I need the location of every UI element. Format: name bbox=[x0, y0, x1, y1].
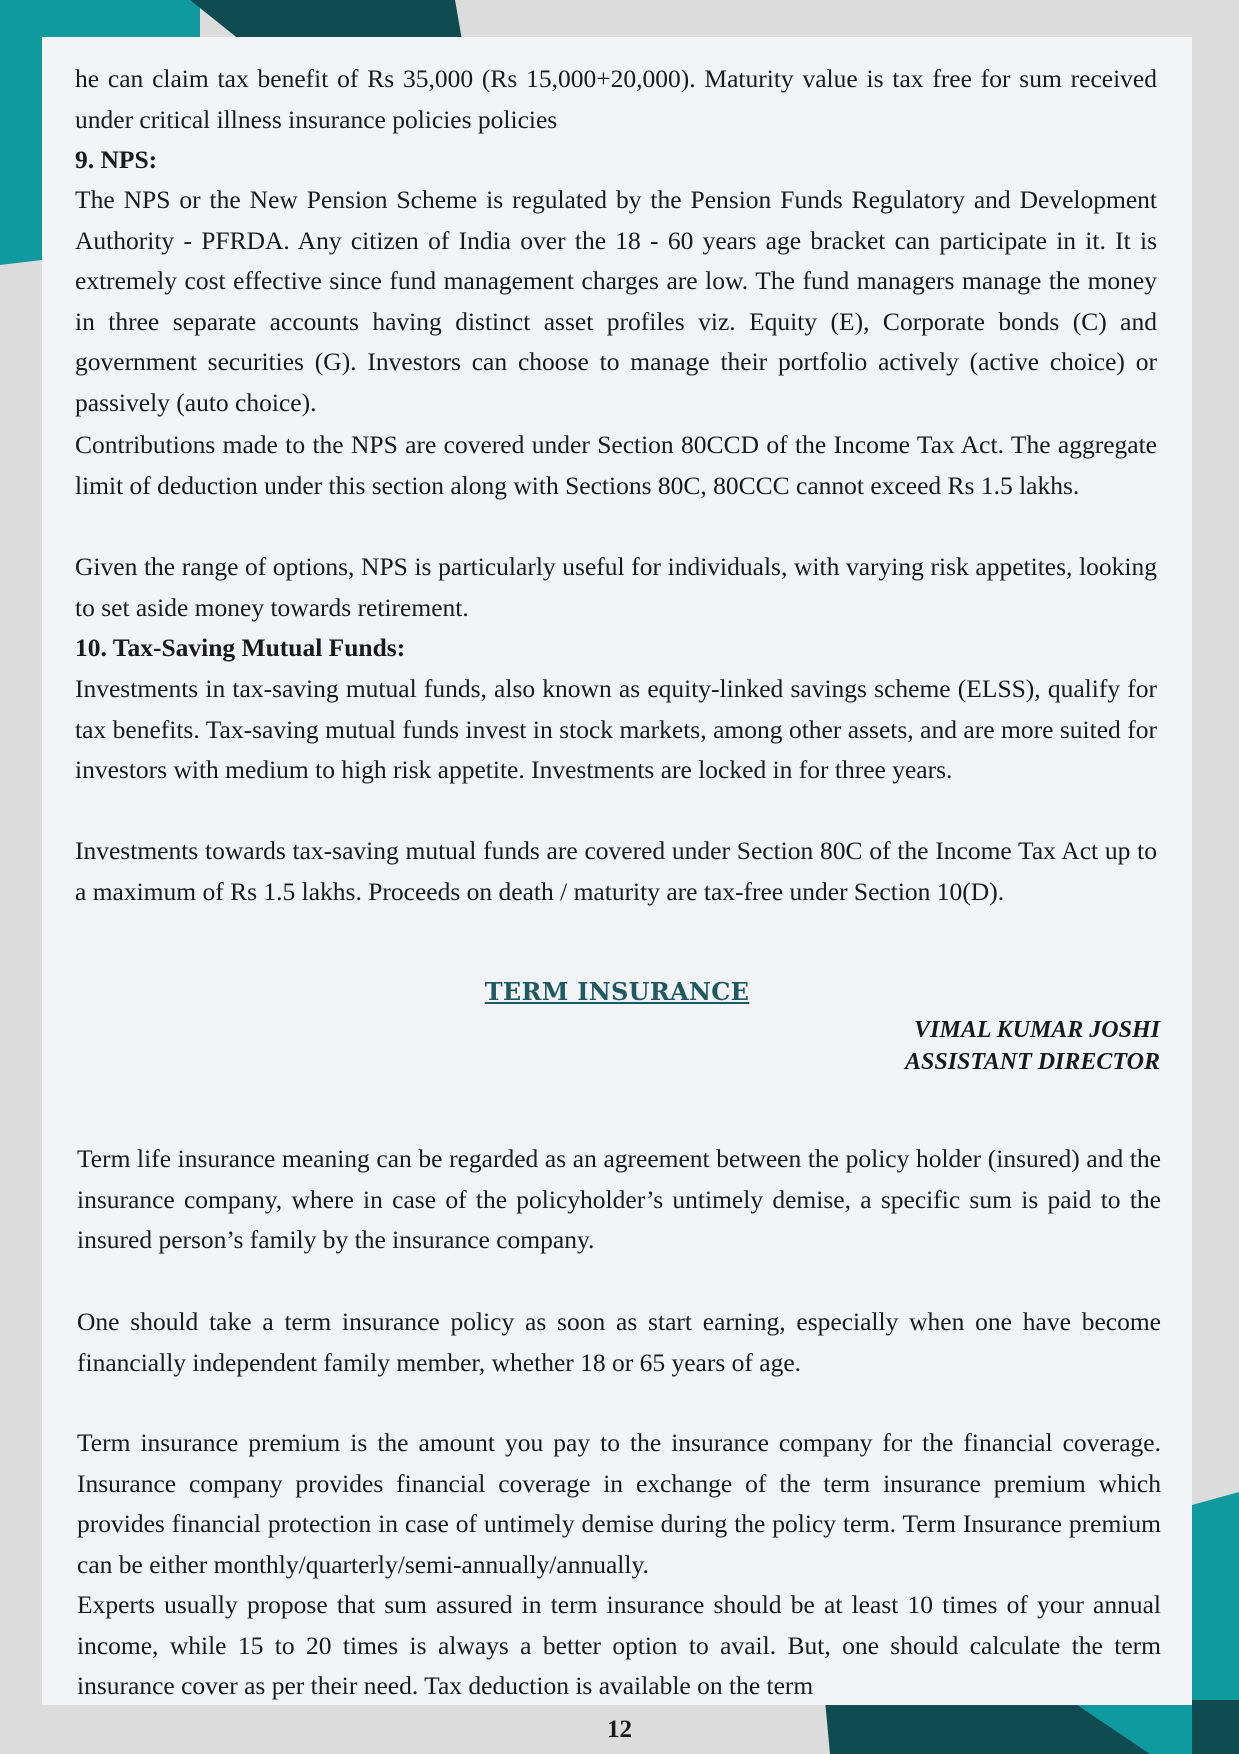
dark-teal-shape-top bbox=[190, 0, 462, 40]
paragraph-critical-illness: he can claim tax benefit of Rs 35,000 (Rs 15,000+20,000). Maturity value is tax free for sum received under critical illness insurance policies policies bbox=[75, 64, 1157, 134]
paragraph-when-to-take-policy: One should take a term insurance policy as soon as start earning, especially when one have become financially independent family member, whether 18 or 65 years of age. bbox=[77, 1307, 1161, 1377]
heading-tax-saving-mutual-funds: 10. Tax-Saving Mutual Funds: bbox=[75, 633, 406, 662]
article-title: TERM INSURANCE bbox=[484, 977, 750, 1006]
paragraph-term-insurance-premium: Term insurance premium is the amount you pay to the insurance company for the financial coverage. Insurance company provides financial coverage in exchange of the term insurance premium which provides financial protection in case of untimely demise during the policy term. Term Insurance premium can be either monthly/quarterly/semi-annually/annually. bbox=[77, 1428, 1161, 1579]
paragraph-elss: Investments in tax-saving mutual funds, also known as equity-linked savings scheme (ELSS), qualify for tax benefits. Tax-saving mutual funds invest in stock markets, among other assets, and are more suited for investors with medium to high risk appetite. Investments are locked in for three years. bbox=[75, 674, 1157, 785]
paragraph-nps-section-80ccd: Contributions made to the NPS are covered under Section 80CCD of the Income Tax Act. The aggregate limit of deduction under this section along with Sections 80C, 80CCC cannot exceed Rs 1.5 lakhs. bbox=[75, 430, 1157, 500]
paragraph-elss-section-80c: Investments towards tax-saving mutual funds are covered under Section 80C of the Income Tax Act up to a maximum of Rs 1.5 lakhs. Proceeds on death / maturity are tax-free under Section 10(D). bbox=[75, 836, 1157, 906]
heading-nps: 9. NPS: bbox=[75, 145, 158, 174]
author-name: VIMAL KUMAR JOSHI bbox=[914, 1017, 1160, 1043]
paragraph-term-insurance-meaning: Term life insurance meaning can be regarded as an agreement between the policy holder (insured) and the insurance company, where in case of the policyholder’s untimely demise, a specific sum is paid to the insured person’s family by the insurance company. bbox=[77, 1144, 1161, 1255]
paragraph-nps-usefulness: Given the range of options, NPS is particularly useful for individuals, with varying risk appetites, looking to set aside money towards retirement. bbox=[75, 552, 1157, 622]
paragraph-nps-intro: The NPS or the New Pension Scheme is regulated by the Pension Funds Regulatory and Development Authority - PFRDA. Any citizen of India over the 18 - 60 years age bracket can participate in it. It is extremely cost effective since fund management charges are low. The fund managers manage the money in three separate accounts having distinct asset profiles viz. Equity (E), Corporate bonds (C) and government securities (G). Investors can choose to manage their portfolio actively (active choice) or passively (auto choice). bbox=[75, 185, 1157, 417]
page-content bbox=[42, 37, 1192, 1705]
paragraph-sum-assured-advice: Experts usually propose that sum assured in term insurance should be at least 10 times of your annual income, while 15 to 20 times is always a better option to avail. But, one should calculate the term insurance cover as per their need. Tax deduction is available on the term bbox=[77, 1590, 1161, 1701]
author-role: ASSISTANT DIRECTOR bbox=[905, 1049, 1160, 1075]
page-number: 12 bbox=[607, 1716, 632, 1743]
